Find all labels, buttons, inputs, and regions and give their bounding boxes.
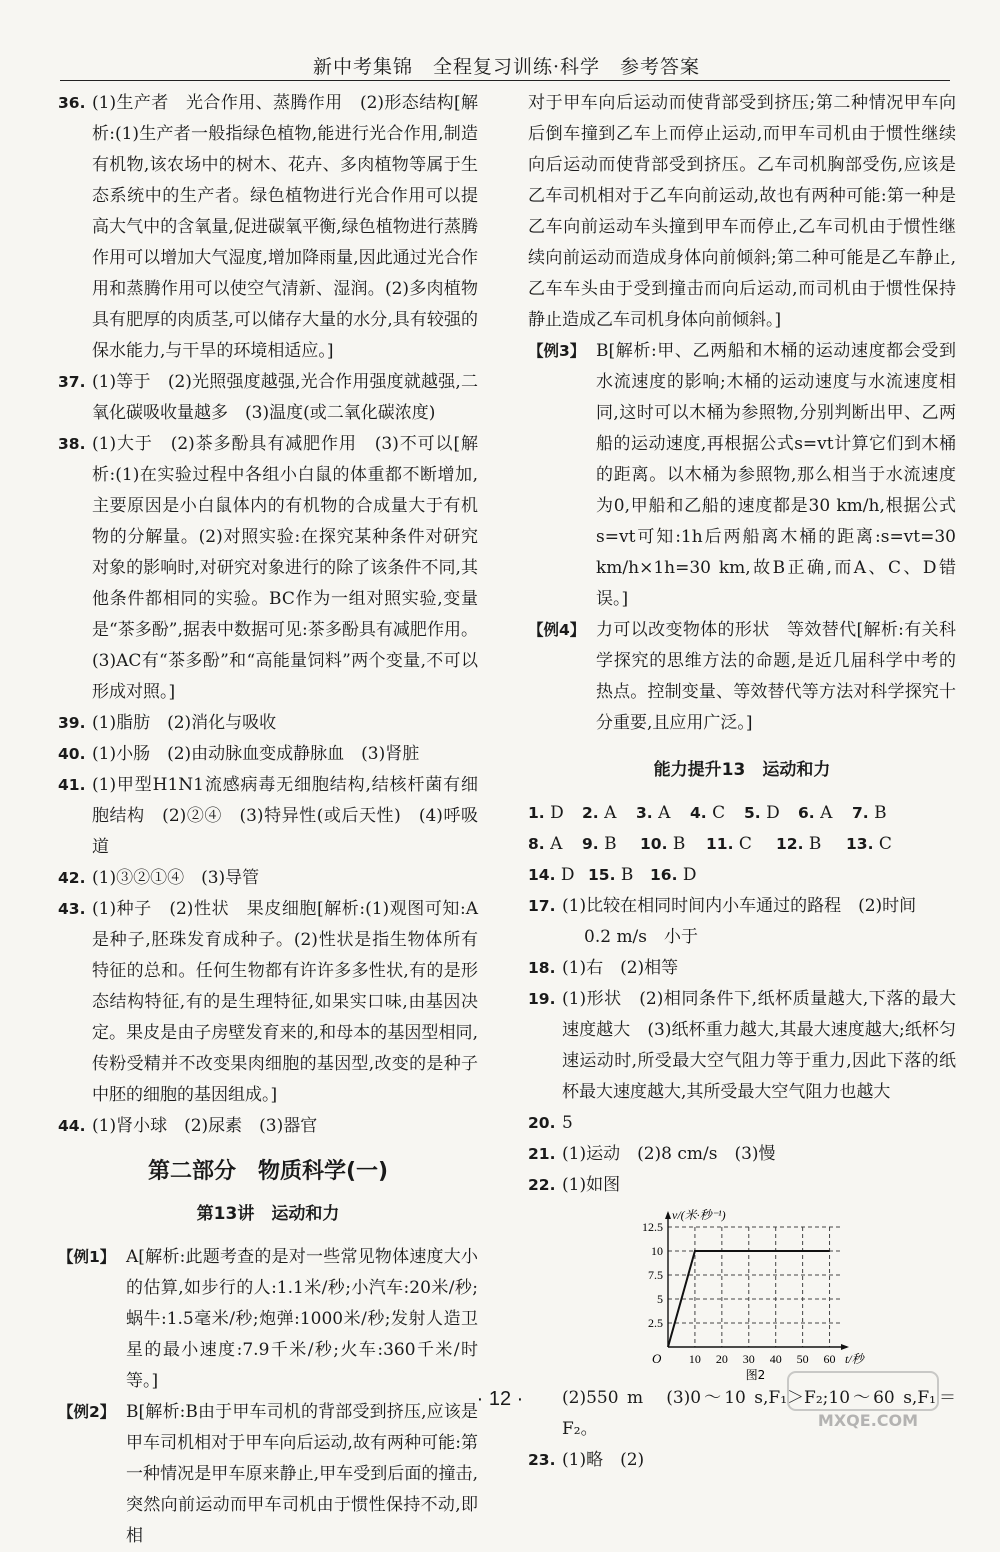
mc-item: 14. D: [528, 865, 575, 885]
part-title: 第二部分 物质科学(一): [147, 1159, 389, 1184]
page-header: 新中考集锦 全程复习训练·科学 参考答案: [312, 56, 700, 78]
answer-21: 21. (1)运动 (2)8 cm/s (3)慢: [528, 1144, 776, 1164]
right-column: [528, 88, 956, 1476]
watermark-text: MXQE.COM: [817, 1411, 919, 1430]
mc-item: 9. B: [582, 834, 617, 854]
mc-item: 12. B: [776, 834, 822, 854]
mc-row-2: [528, 829, 956, 860]
y-tick-label: 10: [651, 1244, 663, 1258]
x-axis-label: t/秒: [845, 1352, 864, 1366]
answer-17: 17. (1)比较在相同时间内小车通过的路程 (2)时间: [528, 896, 917, 916]
x-axis-arrow: [841, 1344, 849, 1350]
x-tick-label: 10: [688, 1352, 701, 1366]
chart-title: 图2: [745, 1368, 766, 1381]
answer-18: 18. (1)右 (2)相等: [528, 958, 679, 978]
answer-19: 19. (1)形状 (2)相同条件下,纸杯质量越大,下落的最大速度越大 (3)纸杯重力越大,其最大速度越大;纸杯匀速运动时,所受最大空气阻力等于重力,因此下落的纸杯最大速度越大,其所受最大空气阻力也越大: [528, 989, 956, 1102]
answer-40: 40. (1)小肠 (2)由动脉血变成静脉血 (3)肾脏: [58, 744, 420, 764]
answer-22: 22. (1)如图: [528, 1175, 621, 1195]
answer-23: 23. (1)略 (2): [528, 1450, 645, 1470]
answer-38: 38. (1)大于 (2)茶多酚具有减肥作用 (3)不可以[解析:(1)在实验过程中各组小白鼠的体重都不断增加,主要原因是小白鼠体内的有机物的合成量大于有机物的分解量。(2)对照实验:在探究某种条件对研究对象的影响时,对研究对象进行的除了该条件不同,其他条件都相同的实验。BC作为一组对照实验,变量是“茶多酚”,据表中数据可见:茶多酚具有减肥作用。(3)AC有“茶多酚”和“高能量饲料”两个变量,不可以形成对照。]: [58, 434, 478, 702]
left-column: [58, 88, 478, 1552]
example-4: 【例4】 力可以改变物体的形状 等效替代[解析:有关科学探究的思维方法的命题,是近几届科学中考的热点。控制变量、等效替代等方法对科学探究十分重要,且应用广泛。]: [528, 620, 956, 733]
answer-44: 44. (1)肾小球 (2)尿素 (3)器官: [58, 1116, 318, 1136]
mc-item: 2. A: [582, 803, 617, 823]
x-tick-label: 20: [715, 1352, 728, 1366]
answer-39: 39. (1)脂肪 (2)消化与吸收: [58, 713, 277, 733]
mc-item: 13. C: [846, 834, 892, 854]
watermark-logo: [758, 1370, 978, 1432]
x-tick-label: 60: [823, 1352, 836, 1366]
mc-item: 5. D: [744, 803, 780, 823]
y-axis-label: v/(米·秒⁻¹): [672, 1208, 726, 1222]
x-tick-label: 30: [742, 1352, 755, 1366]
mc-item: 6. A: [798, 803, 833, 823]
origin-label: O: [652, 1351, 662, 1366]
answer-42: 42. (1)③②①④ (3)导管: [58, 868, 260, 888]
mc-row-1: [528, 798, 956, 829]
example-2-continued: 对于甲车向后运动而使背部受到挤压;第二种情况甲车向后倒车撞到乙车上而停止运动,而甲车司机由于惯性继续向后运动而使背部受到挤压。乙车司机胸部受伤,应该是乙车司机相对于乙车向前运动,故也有两种可能:第一种是乙车向前运动车头撞到甲车而停止,乙车司机由于惯性继续向前运动而造成身体向前倾斜;第二种可能是乙车静止,乙车车头由于受到撞击而向后运动,而司机由于惯性保持静止造成乙车司机身体向前倾斜。]: [528, 93, 956, 330]
y-axis-arrow: [665, 1211, 671, 1219]
mc-item: 3. A: [636, 803, 671, 823]
example-3: 【例3】 B[解析:甲、乙两船和木桶的运动速度都会受到水流速度的影响;木桶的运动速度与水流速度相同,这时可以木桶为参照物,分别判断出甲、乙两船的运动速度,再根据公式s=vt计算它们到木桶的距离。以木桶为参照物,那么相当于水流速度为0,甲船和乙船的速度都是30 km/h,根据公式s=vt可知:1h后两船离木桶的距离:s=vt=30 km/h×1h=30 km,故B正确,而A、C、D错误。]: [528, 341, 956, 609]
answer-41: 41. (1)甲型H1N1流感病毒无细胞结构,结核杆菌有细胞结构 (2)②④ (3)特异性(或后天性) (4)呼吸道: [58, 775, 478, 857]
y-tick-label: 7.5: [648, 1268, 663, 1282]
y-tick-label: 2.5: [648, 1316, 663, 1330]
example-2: 【例2】 B[解析:B由于甲车司机的背部受到挤压,应该是甲车司机相对于甲车向后运动,故有两种可能:第一种情况是甲车原来静止,甲车受到后面的撞击,突然向前运动而甲车司机由于惯性保持不动,即相: [58, 1402, 478, 1546]
mc-item: 4. C: [690, 803, 726, 823]
x-tick-label: 40: [769, 1352, 782, 1366]
lecture-title: 第13讲 运动和力: [196, 1204, 340, 1224]
mc-item: 1. D: [528, 803, 564, 823]
mc-item: 11. C: [706, 834, 752, 854]
velocity-time-graph: [628, 1205, 888, 1381]
section-title: 能力提升13 运动和力: [653, 760, 831, 780]
answer-37: 37. (1)等于 (2)光照强度越强,光合作用强度就越强,二氧化碳吸收量越多 (3)温度(或二氧化碳浓度): [58, 372, 478, 423]
y-tick-label: 5: [657, 1292, 663, 1306]
header-rule: [60, 80, 950, 81]
mc-item: 10. B: [640, 834, 686, 854]
mc-item: 16. D: [650, 865, 697, 885]
example-1: 【例1】 A[解析:此题考查的是对一些常见物体速度大小的估算,如步行的人:1.1米/秒;小汽车:20米/秒;蜗牛:1.5毫米/秒;炮弹:1000米/秒;发射人造卫星的最小速度:7.9千米/秒;火车:360千米/时等。]: [58, 1247, 478, 1391]
answer-20: 20. 5: [528, 1113, 573, 1133]
x-tick-label: 50: [796, 1352, 809, 1366]
mc-item: 8. A: [528, 834, 563, 854]
answer-43: 43. (1)种子 (2)性状 果皮细胞[解析:(1)观图可知:A是种子,胚珠发育成种子。(2)性状是指生物体所有特征的总和。任何生物都有许许多多性状,有的是形态结构特征,有的是生理特征,如果实口味,由基因决定。果皮是由子房壁发育来的,和母本的基因型相同,传粉受精并不改变果肉细胞的基因型,改变的是种子中胚的细胞的基因组成。]: [58, 899, 478, 1105]
page-number: · 12 ·: [476, 1388, 524, 1410]
answer-36: 36. (1)生产者 光合作用、蒸腾作用 (2)形态结构[解析:(1)生产者一般指绿色植物,能进行光合作用,制造有机物,该农场中的树木、花卉、多肉植物等属于生态系统中的生产者。绿色植物进行光合作用可以提高大气中的含氧量,促进碳氧平衡,绿色植物进行蒸腾作用可以增加大气湿度,增加降雨量,因此通过光合作用和蒸腾作用可以使空气清新、湿润。(2)多肉植物具有肥厚的肉质茎,可以储存大量的水分,具有较强的保水能力,与干旱的环境相适应。]: [58, 93, 478, 361]
mc-row-3: [528, 860, 956, 891]
mc-item: 7. B: [852, 803, 887, 823]
mc-item: 15. B: [588, 865, 634, 885]
answer-17-line2: 0.2 m/s 小于: [584, 927, 699, 947]
y-tick-label: 12.5: [642, 1220, 663, 1234]
answer-22-line2: (2)550 m (3)0～10 s,F₁＞F₂;10～60 s,F₁＝F₂。: [562, 1388, 956, 1439]
